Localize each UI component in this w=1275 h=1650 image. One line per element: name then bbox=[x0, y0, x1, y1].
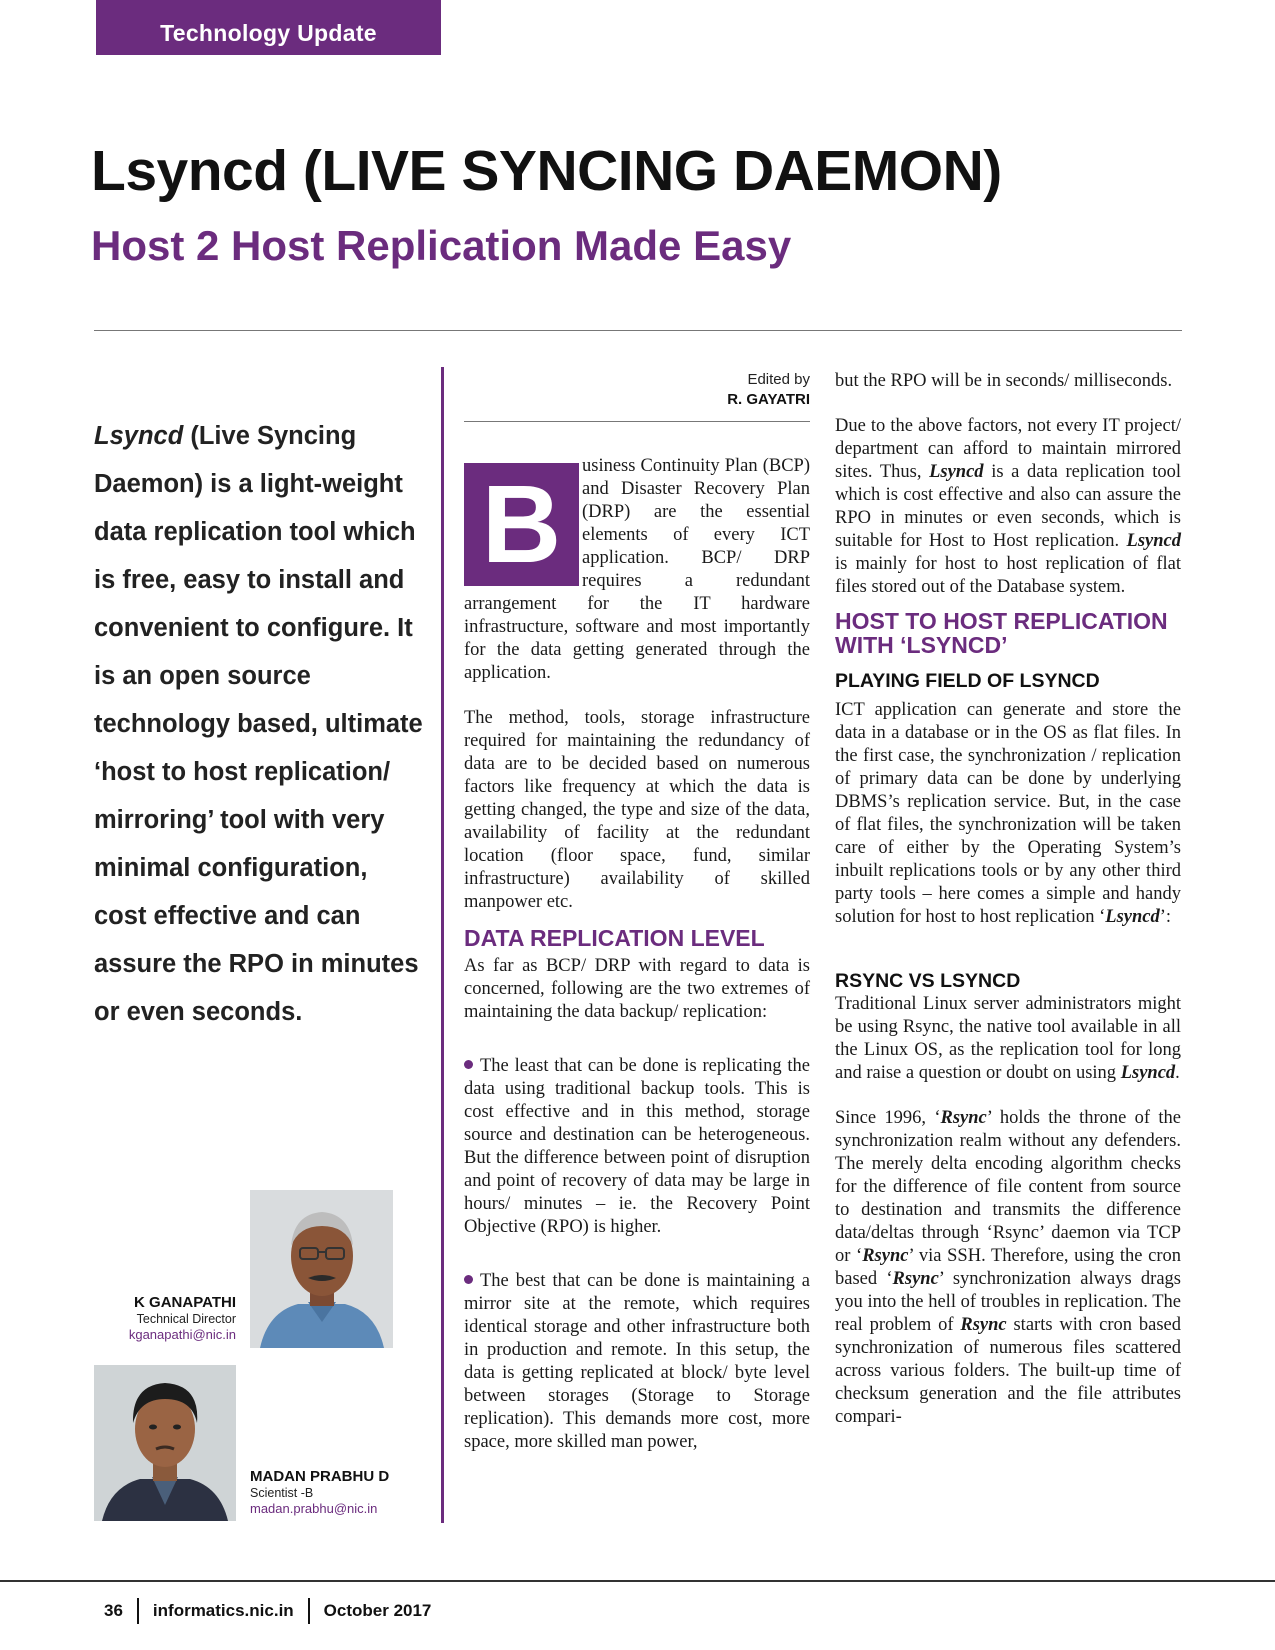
intro-text: (Live Syncing Daemon) is a light-weight data replication tool which is free, easy to install and convenient to configure. It is an open source technology based, ultimate ‘host to host replication/ mirroring’ tool with very minimal configuration, cost effective and can assure the RPO in minutes or even seconds. bbox=[94, 422, 423, 1026]
editor-divider bbox=[464, 421, 810, 422]
author-caption-madan bbox=[250, 1468, 450, 1516]
editor-label: Edited by bbox=[747, 371, 810, 388]
article-title: Lsyncd (LIVE SYNCING DAEMON) bbox=[91, 139, 1002, 203]
paragraph: Since 1996, ‘Rsync’ holds the throne of the synchronization realm without any defenders. The merely delta encoding algorithm checks for the difference of file content from source to destination and transmits the difference data/deltas through ‘Rsync’ daemon via TCP or ‘Rsync’ via SSH. Therefore, using the cron based ‘Rsync’ synchronization always drags you into the hell of troubles in replication. The real problem of Rsync starts with cron based synchronization of numerous files scattered across various folders. The built-up time of checksum generation and the file attributes compari- bbox=[835, 1108, 1181, 1427]
section-tag bbox=[96, 0, 441, 55]
section-heading: HOST TO HOST REPLICATION WITH ‘LSYNCD’ bbox=[835, 608, 1168, 658]
author-email[interactable]: madan.prabhu@nic.in bbox=[250, 1501, 378, 1516]
bullet-icon bbox=[464, 1275, 473, 1284]
column-divider bbox=[441, 367, 444, 1523]
paragraph: usiness Continuity Plan (BCP) and Disaster Recovery Plan (DRP) are the essential elements of every ICT application. BCP/ DRP requires a redundant arrangement for the IT hardware infrastructure, software and most importantly for the data getting generated through the application. bbox=[464, 456, 810, 683]
author-role: Technical Director bbox=[136, 1312, 236, 1326]
title-divider bbox=[94, 330, 1182, 331]
author-photo-ganapathi bbox=[250, 1190, 393, 1348]
page-number: 36 bbox=[104, 1601, 123, 1620]
section-heading: DATA REPLICATION LEVEL bbox=[464, 925, 765, 951]
editor-credit bbox=[700, 370, 810, 410]
subsection-heading: RSYNC VS LSYNCD bbox=[835, 970, 1021, 992]
bullet-item: The best that can be done is maintaining a mirror site at the remote, which requires identical storage and other infrastructure both in production and remote. In this setup, the data is getting replicated at block/ byte level between storages (Storage to Storage replication). This demands more cost, more space, more skilled man power, bbox=[464, 1271, 810, 1452]
author-role: Scientist -B bbox=[250, 1486, 314, 1500]
author-name: MADAN PRABHU D bbox=[250, 1468, 390, 1485]
author-name: K GANAPATHI bbox=[134, 1294, 236, 1311]
paragraph: The method, tools, storage infrastructure required for maintaining the redundancy of data are to be decided based on numerous factors like frequency at which the data is getting changed, the type and size of the data, availability of facility at the redundant location (floor space, fund, similar infrastructure) availability of skilled manpower etc. bbox=[464, 708, 810, 912]
paragraph: As far as BCP/ DRP with regard to data is concerned, following are the two extremes of maintaining the data backup/ replication: bbox=[464, 956, 810, 1022]
bullet-item: The least that can be done is replicating the data using traditional backup tools. This is cost effective and in this method, storage source and destination can be heterogeneous. But the difference between point of disruption and point of recovery of data may be large in hours/ minutes – ie. the Recovery Point Objective (RPO) is higher. bbox=[464, 1056, 810, 1237]
footer-rule bbox=[0, 1580, 1275, 1582]
paragraph: Due to the above factors, not every IT project/ department can afford to maintain mirrored sites. Thus, Lsyncd is a data replication tool which is cost effective and also can assure the RPO in minutes or even seconds, which is suitable for Host to Host replication. Lsyncd is mainly for host to host replication of flat files stored out of the Database system. bbox=[835, 416, 1182, 597]
drop-cap-space bbox=[464, 457, 582, 582]
subsection-heading: PLAYING FIELD OF LSYNCD bbox=[835, 670, 1100, 692]
section-tag-label: Technology Update bbox=[160, 20, 377, 46]
body-column-2 bbox=[464, 455, 810, 1454]
intro-summary bbox=[94, 412, 424, 1036]
author-caption-ganapathi bbox=[96, 1294, 236, 1342]
editor-name: R. GAYATRI bbox=[727, 391, 810, 408]
paragraph: Traditional Linux server administrators might be using Rsync, the native tool available in all the Linux OS, as the replication tool for long and raise a question or doubt on using Lsyncd. bbox=[835, 994, 1181, 1083]
footer-separator bbox=[308, 1598, 310, 1624]
footer-date: October 2017 bbox=[323, 1601, 432, 1620]
footer-site[interactable]: informatics.nic.in bbox=[152, 1601, 294, 1620]
bullet-icon bbox=[464, 1060, 473, 1069]
footer-separator bbox=[137, 1598, 139, 1624]
paragraph: but the RPO will be in seconds/ milliseconds. bbox=[835, 371, 1173, 391]
page-footer bbox=[104, 1598, 431, 1624]
author-email[interactable]: kganapathi@nic.in bbox=[128, 1327, 236, 1342]
paragraph: ICT application can generate and store the data in a database or in the OS as flat files. In the first case, the synchronization / replication of primary data can be done by underlying DBMS’s replication service. But, in the case of flat files, the synchronization will be taken care of either by the Operating System’s inbuilt replications tools or by any other third party tools – here comes a simple and handy solution for host to host replication ‘Lsyncd’: bbox=[835, 700, 1181, 927]
intro-lead: Lsyncd bbox=[94, 422, 184, 450]
author-photo-madan bbox=[94, 1365, 236, 1521]
body-column-3 bbox=[835, 370, 1181, 1429]
article-subtitle: Host 2 Host Replication Made Easy bbox=[91, 222, 792, 269]
drop-cap: B bbox=[464, 463, 579, 586]
